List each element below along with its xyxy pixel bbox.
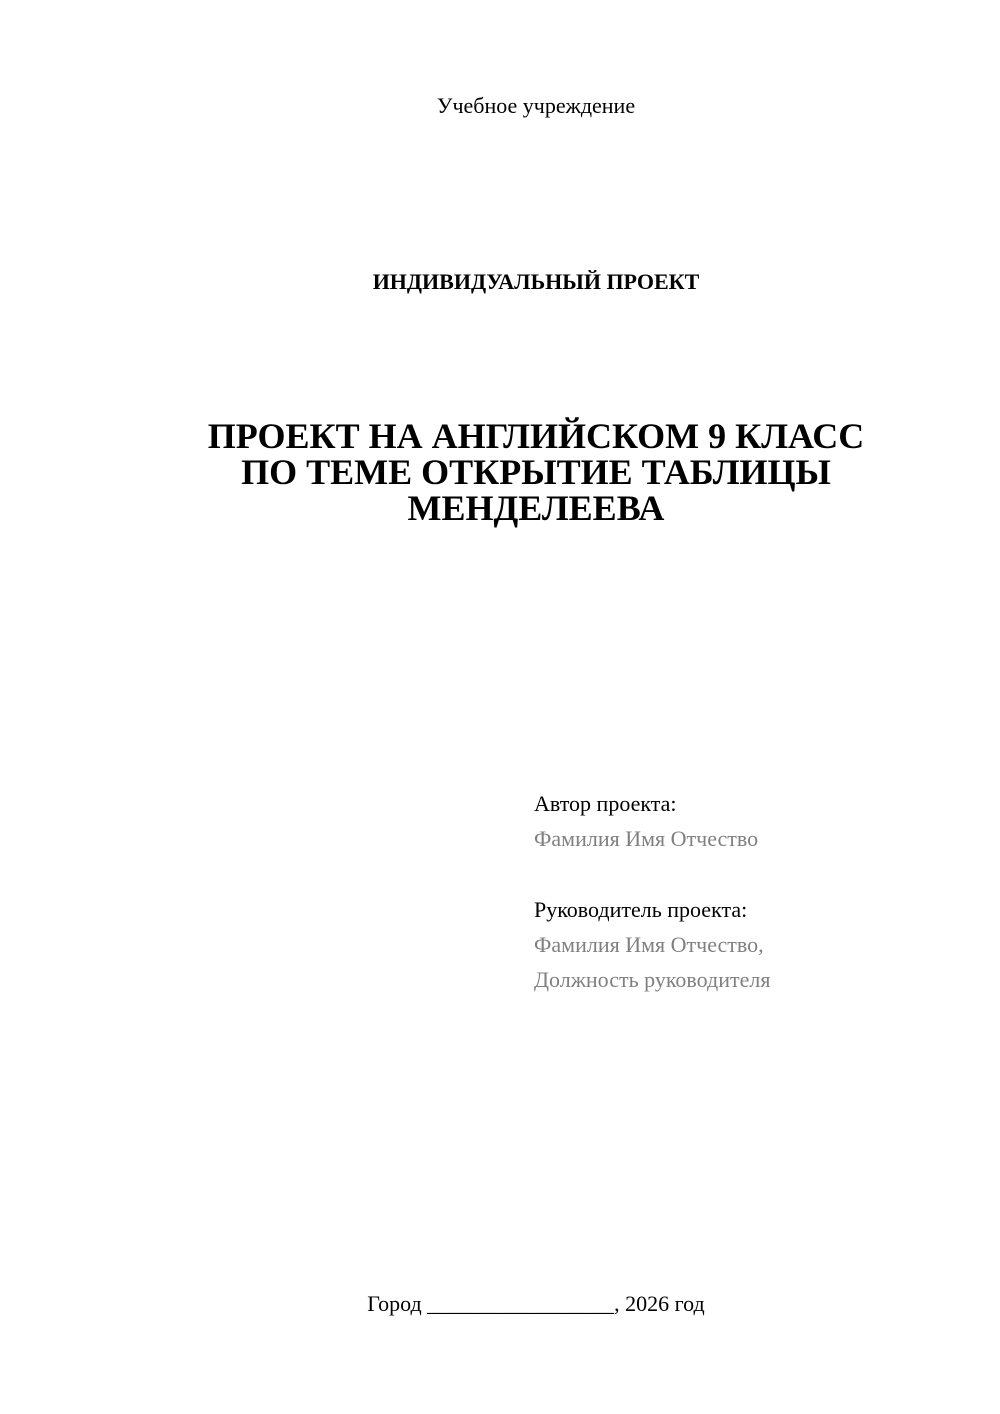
credits-spacer bbox=[534, 856, 954, 892]
supervisor-label: Руководитель проекта: bbox=[534, 897, 748, 922]
project-title-line-3: МЕНДЕЛЕЕВА bbox=[407, 488, 665, 528]
author-label: Автор проекта: bbox=[534, 791, 677, 816]
supervisor-name: Фамилия Имя Отчество, bbox=[534, 932, 764, 957]
project-type-heading: ИНДИВИДУАЛЬНЫЙ ПРОЕКТ bbox=[372, 269, 700, 294]
project-title bbox=[150, 418, 922, 526]
city-year-line: Город _________________, 2026 год bbox=[367, 1291, 705, 1316]
supervisor-position: Должность руководителя bbox=[534, 967, 771, 992]
institution-name: Учебное учреждение bbox=[436, 93, 636, 118]
project-title-line-2: ПО ТЕМЕ ОТКРЫТИЕ ТАБЛИЦЫ bbox=[241, 452, 831, 492]
project-title-line-1: ПРОЕКТ НА АНГЛИЙСКОМ 9 КЛАСС bbox=[207, 416, 865, 456]
author-name: Фамилия Имя Отчество bbox=[534, 826, 759, 851]
project-credits bbox=[534, 786, 954, 997]
